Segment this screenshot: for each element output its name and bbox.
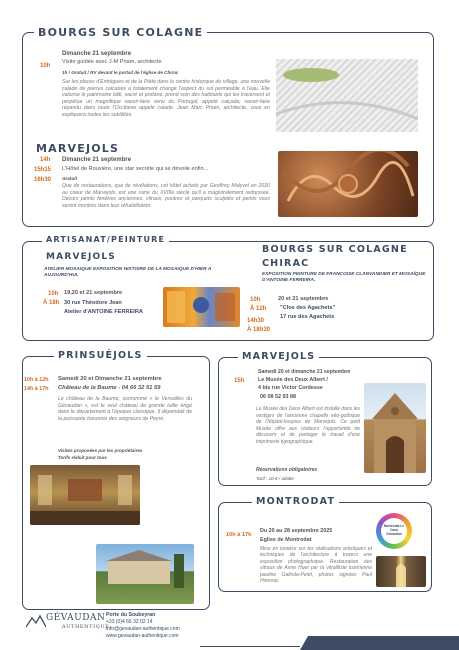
artisanat-chirac-time-4: À 18h30 <box>247 327 271 333</box>
prinsuejols-note-2: Tarifs réduit pour tous <box>58 455 107 460</box>
montrodat-logo <box>376 513 412 549</box>
footer-accent-line <box>200 646 300 647</box>
footer-logo-line-1: GÉVAUDAN <box>46 613 106 623</box>
footer-website[interactable]: www.gevaudan-authentique.com <box>106 633 179 639</box>
prinsuejols-date: Samedi 20 et Dimanche 21 septembre <box>58 376 162 382</box>
marvejols-top-body: Que de restaurations, que de révélations, cet hôtel acheté par Geoffrey Malyvel en 2020 au coeur de Marvejols, est une ruine du XVIIIe siècle qu'il a magistralement redressée. Décors peints fenêtres anciennes, vitraux, poutres et parquets sculptés et peints vous seront montrés dans leur réhabilitation. <box>62 183 270 209</box>
artisanat-marvejols-addr-2: Atelier d'ANTOINE FERREIRA <box>64 309 143 315</box>
prinsuejols-place: Château de la Baume - 04 66 32 51 59 <box>58 385 161 391</box>
calade-photo <box>276 59 418 132</box>
montrodat-date: Du 20 au 28 septembre 2025 <box>260 528 333 534</box>
montrodat-body: Mise en lumière sur les réalisations artistiques et techniques de l'architecture à travers une exposition photographique. Restauration des vitraux de Anne Huet par la vitrailliste lozérienne pauline Galinda-Peiet, photos signées Paul Honorat. <box>260 546 372 585</box>
marvejols-bottom-place-1: Le Musée des Deux Albert / <box>258 377 328 383</box>
bourgs-top-title: BOURGS SUR COLAGNE <box>34 26 207 39</box>
marvejols-bottom-tarif: Tarif : 10 € / adulte <box>256 476 294 481</box>
artisanat-marvejols-date: 19,20 et 21 septembre <box>64 290 123 296</box>
prinsuejols-time-2: 14h à 17h <box>24 386 49 392</box>
artisanat-marvejols-time-1: 10h <box>48 291 59 297</box>
artisanat-chirac-addr-1: "Clos des Agachets" <box>280 305 336 311</box>
marvejols-bottom-body: Le Musée des Deux Albert est installé dans les vestiges de l'ancienne chapelle néo-gothique de l'hôpital-hospice de Marvejols. Ce petit Musée offre aux visiteurs l'opportunité de découvrir et de partager le travail d'une imprimerie typographique. <box>256 406 360 445</box>
logo-mountain-icon <box>26 614 46 628</box>
marvejols-bottom-title: MARVEJOLS <box>238 351 319 362</box>
mosaic-photo <box>163 287 240 327</box>
marvejols-bottom-phone: 06 08 52 93 88 <box>260 394 296 400</box>
marvejols-bottom-reservation: Réservations obligatoires <box>256 467 318 473</box>
artisanat-bourgs-heading: BOURGS SUR COLAGNE <box>262 244 408 255</box>
artisanat-chirac-date: 20 et 21 septembre <box>278 296 329 302</box>
chateau-exterior-photo <box>96 544 194 604</box>
prinsuejols-body: Le château de la Baume, surnommé « le Versailles du Gévaudan », est le seul château de grande taille érigé dans le département à l'époque classique. Il dépendait de la puissante baronnie des seigneurs de Peyre. <box>58 396 192 422</box>
artisanat-marvejols-heading: MARVEJOLS <box>46 252 116 262</box>
marvejols-top-time-1: 14h <box>40 157 51 163</box>
artisanat-chirac-expo: EXPOSITION PEINTURE DE FRANCOISE CLANVANDIER ET MOSAÏQUE D'ANTOINE FERREIRA. <box>262 272 426 283</box>
montrodat-time: 10h à 17h <box>226 532 252 538</box>
marvejols-top-meta: Gratuit <box>62 176 78 181</box>
montrodat-place: Eglise de Montrodat <box>260 537 312 543</box>
prinsuejols-note-1: Visites proposées par les propriétaires <box>58 448 143 453</box>
artisanat-marvejols-addr-1: 30 rue Théodore Jean <box>64 300 122 306</box>
church-window-photo <box>376 556 426 587</box>
footer-accent-bar <box>300 636 459 650</box>
marvejols-top-date: Dimanche 21 septembre <box>62 157 132 163</box>
carved-wood-photo <box>278 151 418 217</box>
footer-logo <box>26 610 110 640</box>
chateau-interior-photo <box>30 465 140 525</box>
footer-place: Porte du Soubeyran <box>106 612 156 618</box>
artisanat-marvejols-expo: ATELIER MOSAIQUE EXPOSITION HISTOIRE DE LA MOSAIQUE D'HIER À AUJOURD'HUI. <box>44 267 212 278</box>
bourgs-top-date: Dimanche 21 septembre <box>62 51 132 57</box>
artisanat-marvejols-time-2: À 18h <box>43 300 60 306</box>
marvejols-top-subtitle: L'Hôtel de Rouvière, une star secrète qui se dévoile enfin... <box>62 166 209 172</box>
bourgs-top-time: 10h <box>40 63 51 69</box>
marvejols-bottom-date: Samedi 20 et dimanche 21 septembre <box>258 369 351 375</box>
bourgs-top-meta: 1h / Gratuit / RV devant le portail de l'église de Chirac <box>62 70 179 75</box>
artisanat-chirac-heading: CHIRAC <box>262 258 310 269</box>
footer-email[interactable]: info@gevaudan-authentique.com <box>106 626 180 632</box>
marvejols-top-time-2: 15h15 <box>34 167 52 173</box>
marvejols-top-time-3: 16h30 <box>34 177 52 183</box>
footer-logo-line-2: AUTHENTIQUE <box>62 624 110 630</box>
bourgs-top-body: Sur les places d'Entrègues et de la Piéta dans le centre historique du village, une nouvelle calade de pierres calcaires a totalement changé l'aspect du sol perméable à l'eau. Elle valorise le patrimoine bâti, sacré et profane, prend soin des habitants qui les traversent et perpétue un magnifique savoir-faire venu du Portugal, appelé calçada, savoir-faire répandu dans toute l'Occitanie appelé calade. Jean Marc Priam, architecte, vous en expliquera toutes les subtilités. <box>62 79 270 118</box>
artisanat-chirac-time-1: 10h <box>250 297 261 303</box>
prinsuejols-title: PRINSUÉJOLS <box>54 350 147 361</box>
montrodat-logo-text: Montrodat Le Cœur Gévaudan <box>383 524 405 536</box>
marvejols-bottom-time: 15h <box>234 378 245 384</box>
artisanat-chirac-time-3: 14h30 <box>247 318 265 324</box>
marvejols-top-heading: MARVEJOLS <box>36 142 120 155</box>
marvejols-bottom-place-2: 4 bis rue Victor Cordesse <box>258 385 323 391</box>
bourgs-top-subtitle: Visite guidée avec J-M Priam, architecte <box>62 59 162 65</box>
footer-phone: +33 (0)4 66 32 02 14 <box>106 619 153 625</box>
montrodat-title: MONTRODAT <box>252 496 339 507</box>
museum-photo <box>364 383 426 473</box>
artisanat-title: ARTISANAT/PEINTURE <box>42 235 169 244</box>
artisanat-chirac-addr-2: 17 rue des Agachets <box>280 314 335 320</box>
artisanat-chirac-time-2: À 12h <box>250 306 267 312</box>
prinsuejols-time-1: 10h à 12h <box>24 377 49 383</box>
